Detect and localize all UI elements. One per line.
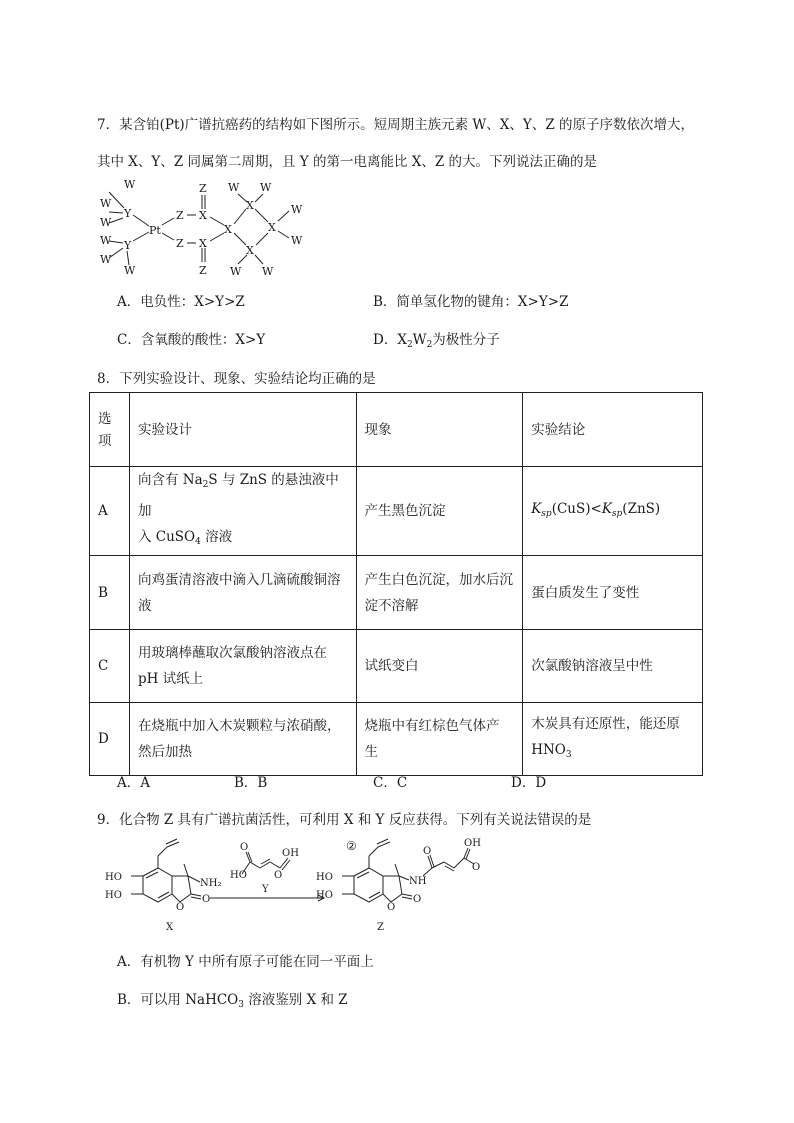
structure-atom-x: X xyxy=(199,237,207,250)
compound-y-label: Y xyxy=(262,884,269,895)
row-option: D xyxy=(90,703,130,776)
y-label-ho: HO xyxy=(230,870,247,881)
structure-atom-z: Z xyxy=(199,182,207,195)
structure-atom-x: X xyxy=(199,209,207,222)
row-phenomenon: 烧瓶中有红棕色气体产 生 xyxy=(356,703,523,776)
z-label-o: O xyxy=(413,894,422,905)
z-label-nh: NH xyxy=(409,876,427,887)
structure-atom-w: W xyxy=(124,264,136,277)
q7-option-d-prefix: D．X xyxy=(373,332,407,348)
row-design: 用玻璃棒蘸取次氯酸钠溶液点在 pH 试纸上 xyxy=(129,630,356,703)
table-row xyxy=(90,703,703,776)
structure-atom-w: W xyxy=(230,265,242,278)
structure-atom-w: W xyxy=(100,253,112,266)
structure-atom-z: Z xyxy=(199,264,207,277)
q9-option-b-prefix: B．可以用 NaHCO xyxy=(117,992,239,1008)
q8-option-d[interactable]: D．D xyxy=(511,775,547,791)
y-label-o: O xyxy=(274,870,283,881)
structure-atom-w: W xyxy=(291,234,303,247)
structure-atom-pt: Pt xyxy=(149,224,161,237)
q7-option-b[interactable]: B．简单氢化物的键角：X>Y>Z xyxy=(373,294,569,310)
z-label-o: O xyxy=(423,846,432,857)
q9-option-b-suffix: 溶液鉴别 X 和 Z xyxy=(243,992,348,1008)
q7-option-d-sub2: 2 xyxy=(426,340,433,350)
q9-option-a[interactable]: A．有机物 Y 中所有原子可能在同一平面上 xyxy=(117,954,374,970)
structure-atom-x: X xyxy=(268,221,276,234)
q7-option-c[interactable]: C．含氧酸的酸性：X>Y xyxy=(117,332,266,348)
structure-atom-w: W xyxy=(100,234,112,247)
z-label-ho: HO xyxy=(316,890,333,901)
row-phenomenon: 试纸变白 xyxy=(356,630,523,703)
z-label-o: O xyxy=(472,862,481,873)
header-conclusion: 实验结论 xyxy=(523,393,703,467)
q9-reaction-scheme xyxy=(100,834,500,936)
row-design: 向鸡蛋清溶液中滴入几滴硫酸铜溶 液 xyxy=(129,556,356,630)
row-conclusion: 木炭具有还原性，能还原 $HNO_3$ xyxy=(523,703,703,776)
structure-atom-w: W xyxy=(291,203,303,216)
header-option: 选 项 xyxy=(90,393,130,467)
q7-option-d-mid: W xyxy=(412,332,427,348)
x-label-nh2: NH₂ xyxy=(200,878,222,889)
row-conclusion: 次氯酸钠溶液呈中性 xyxy=(523,630,703,703)
row-option: C xyxy=(90,630,130,703)
row-design: 向含有 $Na_2S$ 与 ZnS 的悬浊液中加 入 CuSO$_4$ 溶液 xyxy=(129,467,356,556)
compound-z-label: Z xyxy=(377,922,384,933)
structure-atom-z: Z xyxy=(176,237,184,250)
row-option: B xyxy=(90,556,130,630)
q7-option-d-suffix: 为极性分子 xyxy=(432,332,500,348)
q7-stem-line1: 7．某含铂(Pt)广谱抗癌药的结构如下图所示。短周期主族元素 W、X、Y、Z 的原子序数依次增大， xyxy=(97,117,694,133)
q8-option-b[interactable]: B．B xyxy=(234,775,268,791)
row-conclusion: 蛋白质发生了变性 xyxy=(523,556,703,630)
structure-atom-w: W xyxy=(262,265,274,278)
row-phenomenon: 产生白色沉淀，加水后沉 淀不溶解 xyxy=(356,556,523,630)
q8-option-a[interactable]: A．A xyxy=(117,775,150,791)
structure-atom-x: X xyxy=(224,223,232,236)
z-label-circle2: ② xyxy=(346,839,357,853)
y-label-o: O xyxy=(240,842,249,853)
table-header-row xyxy=(90,393,703,467)
row-design: 在烧瓶中加入木炭颗粒与浓硝酸， 然后加热 xyxy=(129,703,356,776)
q9-stem: 9．化合物 Z 具有广谱抗菌活性，可利用 X 和 Y 反应获得。下列有关说法错误的是 xyxy=(97,812,592,828)
structure-atom-x: X xyxy=(246,199,254,212)
header-design: 实验设计 xyxy=(129,393,356,467)
table-row xyxy=(90,556,703,630)
q7-option-d-sub1: 2 xyxy=(406,340,413,350)
table-row xyxy=(90,467,703,556)
q8-option-c[interactable]: C．C xyxy=(373,775,408,791)
q8-experiment-table xyxy=(89,392,703,776)
x-label-ho: HO xyxy=(105,890,122,901)
header-phenomenon: 现象 xyxy=(356,393,523,467)
z-label-oh: OH xyxy=(464,838,481,849)
q8-stem: 8．下列实验设计、现象、实验结论均正确的是 xyxy=(97,371,376,387)
compound-x-label: X xyxy=(166,922,174,933)
q7-pt-complex-structure xyxy=(95,178,325,278)
structure-atom-w: W xyxy=(228,181,240,194)
q9-option-b[interactable] xyxy=(117,988,348,1010)
z-label-ho: HO xyxy=(316,872,333,883)
q7-option-a[interactable]: A．电负性：X>Y>Z xyxy=(117,294,245,310)
structure-atom-x: X xyxy=(246,244,254,257)
structure-atom-z: Z xyxy=(176,209,184,222)
table-row xyxy=(90,630,703,703)
y-label-oh: OH xyxy=(282,848,299,859)
z-label-o: O xyxy=(387,902,396,913)
x-label-o: O xyxy=(202,894,211,905)
structure-atom-w: W xyxy=(100,197,112,210)
x-label-ho: HO xyxy=(105,872,122,883)
row-phenomenon: 产生黑色沉淀 xyxy=(356,467,523,556)
row-option: A xyxy=(90,467,130,556)
q9-option-b-sub: 3 xyxy=(238,1000,244,1010)
x-label-o: O xyxy=(176,902,185,913)
structure-atom-w: W xyxy=(100,216,112,229)
structure-atom-y: Y xyxy=(124,207,132,220)
q7-stem-line2: 其中 X、Y、Z 同属第二周期，且 Y 的第一电离能比 X、Z 的大。下列说法正确的是 xyxy=(97,154,598,170)
q7-option-d[interactable] xyxy=(373,328,500,350)
row-conclusion: $K_{sp}(CuS)<K_{sp}(ZnS)$ xyxy=(523,467,703,556)
structure-atom-w: W xyxy=(260,181,272,194)
structure-atom-y: Y xyxy=(124,239,132,252)
structure-atom-w: W xyxy=(124,178,136,191)
